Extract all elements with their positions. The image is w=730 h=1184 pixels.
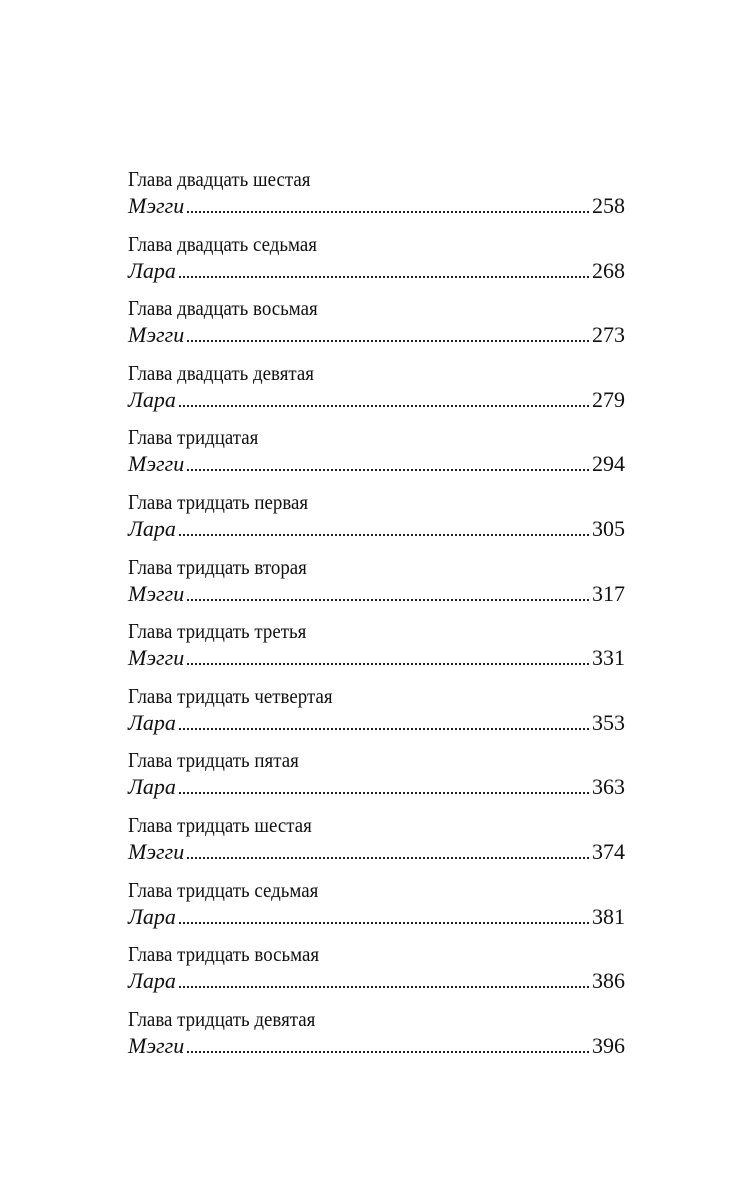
toc-line [128, 321, 625, 349]
chapter-title: Глава тридцать вторая [128, 554, 307, 579]
toc-entry [128, 1006, 625, 1071]
toc-line [128, 709, 625, 737]
chapter-title: Глава тридцать четвертая [128, 683, 333, 708]
narrator-name: Мэгги [128, 193, 185, 218]
toc-entry [128, 295, 625, 360]
chapter-title: Глава тридцать восьмая [128, 942, 320, 967]
toc-entry [128, 166, 625, 231]
toc-entry [128, 360, 625, 425]
toc-line [128, 192, 625, 220]
toc-line [128, 450, 625, 478]
toc-line [128, 903, 625, 931]
dot-leader [179, 792, 589, 794]
dot-leader [187, 1051, 589, 1053]
table-of-contents [128, 166, 625, 1070]
page-number: 258 [592, 193, 625, 218]
toc-entry [128, 812, 625, 877]
dot-leader [179, 728, 589, 730]
dot-leader [179, 276, 589, 278]
chapter-title: Глава двадцать шестая [128, 167, 311, 191]
narrator-name: Лара [128, 774, 176, 800]
dot-leader [179, 986, 589, 988]
dot-leader [187, 469, 589, 471]
page-number: 363 [592, 774, 625, 800]
page-number: 279 [592, 386, 625, 412]
dot-leader [187, 599, 589, 601]
toc-entry [128, 554, 625, 619]
chapter-title: Глава двадцать девятая [128, 360, 314, 385]
toc-entry [128, 747, 625, 812]
narrator-name: Лара [128, 257, 176, 283]
dot-leader [187, 211, 589, 213]
dot-leader [187, 857, 589, 859]
page-number: 273 [592, 322, 625, 348]
chapter-title: Глава двадцать восьмая [128, 296, 318, 321]
toc-line [128, 967, 625, 995]
toc-line [128, 257, 625, 285]
dot-leader [179, 534, 589, 536]
toc-line [128, 838, 625, 866]
dot-leader [179, 405, 589, 407]
page-number: 294 [592, 451, 625, 477]
toc-line [128, 1032, 625, 1060]
toc-line [128, 644, 625, 672]
chapter-title: Глава тридцать пятая [128, 748, 299, 773]
page-number: 374 [592, 838, 625, 864]
narrator-name: Лара [128, 968, 176, 994]
dot-leader [187, 340, 589, 342]
narrator-name: Мэгги [128, 322, 185, 348]
page-number: 317 [592, 580, 625, 606]
narrator-name: Мэгги [128, 1032, 185, 1058]
page-number: 396 [592, 1032, 625, 1058]
toc-entry [128, 424, 625, 489]
chapter-title: Глава тридцать седьмая [128, 877, 319, 902]
page-number: 353 [592, 709, 625, 735]
toc-entry [128, 618, 625, 683]
chapter-title: Глава двадцать седьмая [128, 231, 317, 256]
page-number: 381 [592, 903, 625, 929]
narrator-name: Лара [128, 903, 176, 929]
toc-line [128, 386, 625, 414]
chapter-title: Глава тридцать девятая [128, 1006, 316, 1031]
narrator-name: Лара [128, 515, 176, 541]
dot-leader [179, 922, 589, 924]
narrator-name: Мэгги [128, 838, 185, 864]
page-number: 305 [592, 515, 625, 541]
toc-line [128, 773, 625, 801]
narrator-name: Мэгги [128, 645, 185, 671]
chapter-title: Глава тридцать первая [128, 489, 309, 514]
dot-leader [187, 663, 589, 665]
toc-entry [128, 231, 625, 296]
chapter-title: Глава тридцать третья [128, 619, 307, 644]
toc-line [128, 580, 625, 608]
toc-entry [128, 877, 625, 942]
page-number: 331 [592, 645, 625, 671]
chapter-title: Глава тридцать шестая [128, 812, 312, 837]
chapter-title: Глава тридцатая [128, 425, 259, 450]
toc-entry [128, 683, 625, 748]
toc-line [128, 515, 625, 543]
page-number: 268 [592, 257, 625, 283]
narrator-name: Мэгги [128, 580, 185, 606]
toc-entry [128, 489, 625, 554]
narrator-name: Лара [128, 386, 176, 412]
narrator-name: Мэгги [128, 451, 185, 477]
narrator-name: Лара [128, 709, 176, 735]
toc-entry [128, 941, 625, 1006]
page-number: 386 [592, 968, 625, 994]
